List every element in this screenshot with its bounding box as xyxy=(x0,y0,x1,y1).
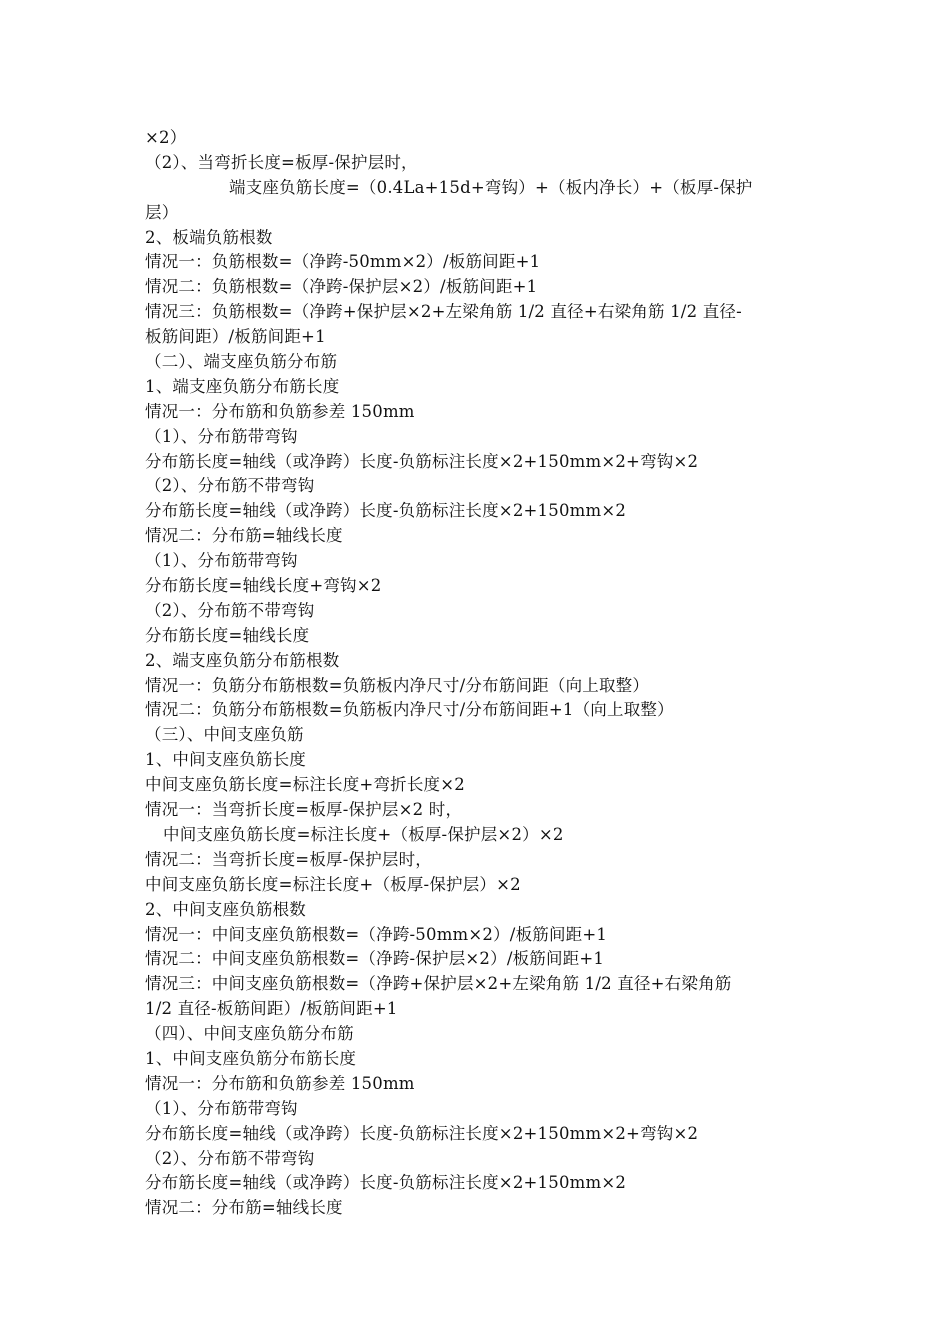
text-line: 分布筋长度=轴线长度 xyxy=(145,625,310,645)
text-line: 情况二：负筋分布筋根数=负筋板内净尺寸/分布筋间距+1（向上取整） xyxy=(145,700,674,720)
section-heading: 1、中间支座负筋分布筋长度 xyxy=(145,1048,357,1068)
section-heading: （二）、端支座负筋分布筋 xyxy=(145,352,338,372)
text-line: 层） xyxy=(145,202,179,222)
text-line: （1）、分布筋带弯钩 xyxy=(145,551,298,571)
section-heading: （四）、中间支座负筋分布筋 xyxy=(145,1024,354,1044)
text-line: 情况二：中间支座负筋根数=（净跨-保护层×2）/板筋间距+1 xyxy=(145,949,605,969)
text-line: 情况一：负筋根数=（净跨-50mm×2）/板筋间距+1 xyxy=(145,252,541,272)
text-line: 分布筋长度=轴线（或净跨）长度-负筋标注长度×2+150mm×2+弯钩×2 xyxy=(145,451,699,471)
text-line: 分布筋长度=轴线长度+弯钩×2 xyxy=(145,576,382,596)
text-line: 情况一：中间支座负筋根数=（净跨-50mm×2）/板筋间距+1 xyxy=(145,924,608,944)
text-line: 情况一：负筋分布筋根数=负筋板内净尺寸/分布筋间距（向上取整） xyxy=(145,675,650,695)
section-heading: 1、端支座负筋分布筋长度 xyxy=(145,376,340,396)
text-line: 中间支座负筋长度=标注长度+（板厚-保护层×2）×2 xyxy=(163,824,564,844)
text-line: 1/2 直径-板筋间距）/板筋间距+1 xyxy=(145,999,398,1019)
text-line: 中间支座负筋长度=标注长度+（板厚-保护层）×2 xyxy=(145,874,521,894)
text-line: （2）、分布筋不带弯钩 xyxy=(145,476,315,496)
text-line: 情况二：当弯折长度=板厚-保护层时， xyxy=(145,849,433,869)
text-line: 情况二：负筋根数=（净跨-保护层×2）/板筋间距+1 xyxy=(145,277,538,297)
text-line: （1）、分布筋带弯钩 xyxy=(145,426,298,446)
section-heading: （三）、中间支座负筋 xyxy=(145,725,304,745)
section-heading: 2、端支座负筋分布筋根数 xyxy=(145,650,340,670)
text-line: （2）、分布筋不带弯钩 xyxy=(145,1148,315,1168)
section-heading: 1、中间支座负筋长度 xyxy=(145,750,306,770)
section-heading: 2、中间支座负筋根数 xyxy=(145,899,306,919)
text-line: 板筋间距）/板筋间距+1 xyxy=(145,327,326,347)
text-line: （1）、分布筋带弯钩 xyxy=(145,1098,298,1118)
text-line: 情况一：当弯折长度=板厚-保护层×2 时， xyxy=(145,800,463,820)
text-line: 情况三：负筋根数=（净跨+保护层×2+左梁角筋 1/2 直径+右梁角筋 1/2 直径- xyxy=(145,302,742,322)
text-line: ×2） xyxy=(145,128,187,147)
text-line: 分布筋长度=轴线（或净跨）长度-负筋标注长度×2+150mm×2 xyxy=(145,1173,627,1193)
text-line: 情况一：分布筋和负筋参差 150mm xyxy=(145,1073,415,1093)
text-line: 端支座负筋长度=（0.4La+15d+弯钩）+（板内净长）+（板厚-保护 xyxy=(229,177,753,197)
text-line: 情况三：中间支座负筋根数=（净跨+保护层×2+左梁角筋 1/2 直径+右梁角筋 xyxy=(145,974,732,994)
document-body xyxy=(145,126,817,1221)
text-line: 情况一：分布筋和负筋参差 150mm xyxy=(145,401,415,421)
section-heading: 2、板端负筋根数 xyxy=(145,227,273,247)
text-line: 情况二：分布筋=轴线长度 xyxy=(145,526,343,546)
text-line: 分布筋长度=轴线（或净跨）长度-负筋标注长度×2+150mm×2 xyxy=(145,501,627,521)
text-line: 分布筋长度=轴线（或净跨）长度-负筋标注长度×2+150mm×2+弯钩×2 xyxy=(145,1123,699,1143)
text-line: （2）、当弯折长度=板厚-保护层时， xyxy=(145,152,418,172)
text-line: 情况二：分布筋=轴线长度 xyxy=(145,1198,343,1218)
text-line: （2）、分布筋不带弯钩 xyxy=(145,600,315,620)
text-line: 中间支座负筋长度=标注长度+弯折长度×2 xyxy=(145,775,465,795)
